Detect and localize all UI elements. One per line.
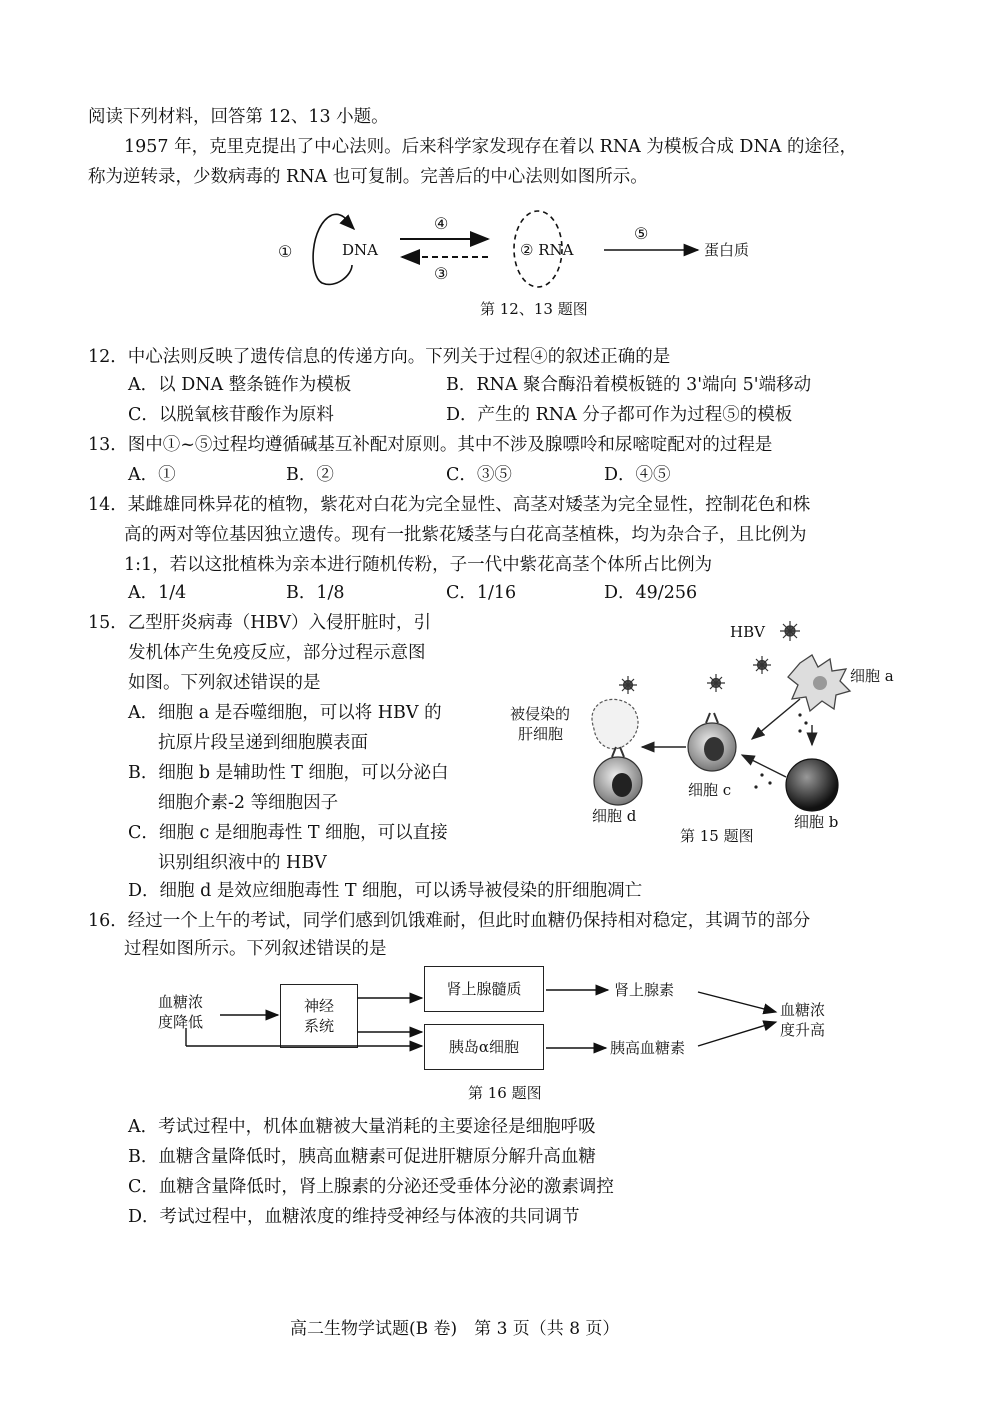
q16-line-1: 16．经过一个上午的考试，同学们感到饥饿难耐，但此时血糖仍保持相对稳定，其调节的部分 — [88, 911, 811, 931]
intro-line-3: 称为逆转录，少数病毒的 RNA 也可复制。完善后的中心法则如图所示。 — [88, 167, 648, 187]
q15-option-b-1: B．细胞 b 是辅助性 T 细胞，可以分泌白 — [128, 763, 449, 783]
q15-option-a-1: A．细胞 a 是吞噬细胞，可以将 HBV 的 — [128, 703, 442, 723]
intro-line-1: 阅读下列材料，回答第 12、13 小题。 — [88, 107, 389, 127]
q12-option-c: C．以脱氧核苷酸作为原料 — [128, 405, 334, 425]
protein-label: 蛋白质 — [704, 241, 750, 259]
low-glucose-label-2: 度降低 — [158, 1013, 204, 1031]
q15-line-2: 发机体产生免疫反应，部分过程示意图 — [128, 643, 426, 663]
page-footer: 高二生物学试题(B 卷) 第 3 页（共 8 页） — [290, 1319, 620, 1339]
q14-option-c: C．1/16 — [446, 583, 517, 603]
q13-option-b: B．② — [286, 465, 334, 485]
high-glucose-label-1: 血糖浓 — [780, 1001, 826, 1019]
hbv-label: HBV — [730, 623, 765, 641]
cell-b-label: 细胞 b — [794, 813, 839, 831]
q16-option-c: C．血糖含量降低时，肾上腺素的分泌还受垂体分泌的激素调控 — [128, 1177, 614, 1197]
dna-label: DNA — [342, 241, 378, 259]
high-glucose-label-2: 度升高 — [780, 1021, 826, 1039]
adrenal-medulla-label: 肾上腺髓质 — [446, 980, 522, 998]
cell-b-icon — [786, 759, 838, 811]
q15-option-a-2: 抗原片段呈递到细胞膜表面 — [158, 733, 368, 753]
q15-option-c-2: 识别组织液中的 HBV — [158, 853, 327, 873]
q16-option-b: B．血糖含量降低时，胰高血糖素可促进肝糖原分解升高血糖 — [128, 1147, 596, 1167]
infected-label-2: 肝细胞 — [518, 725, 564, 743]
q14-option-d: D．49/256 — [604, 583, 698, 603]
q16-line-2: 过程如图所示。下列叙述错误的是 — [124, 939, 387, 959]
q13-option-d: D．④⑤ — [604, 465, 671, 485]
rna-label: ② RNA — [520, 241, 574, 259]
nervous-system-label-2: 系统 — [303, 1017, 334, 1035]
infected-liver-cell-icon — [592, 699, 638, 748]
fig15-caption: 第 15 题图 — [680, 827, 754, 845]
nervous-system-label-1: 神经 — [303, 997, 334, 1015]
q12-stem: 12．中心法则反映了遗传信息的传递方向。下列关于过程④的叙述正确的是 — [88, 347, 671, 367]
cell-c-label: 细胞 c — [688, 781, 732, 799]
cell-d-label: 细胞 d — [592, 807, 637, 825]
hbv-virus-icon — [619, 621, 800, 694]
process-1-label: ① — [278, 242, 293, 261]
q15-line-1: 15．乙型肝炎病毒（HBV）入侵肝脏时，引 — [88, 613, 432, 633]
central-dogma-figure — [270, 205, 770, 295]
q13-option-a: A．① — [128, 465, 176, 485]
q16-option-d: D．考试过程中，血糖浓度的维持受神经与体液的共同调节 — [128, 1207, 580, 1227]
q16-option-a: A．考试过程中，机体血糖被大量消耗的主要途径是细胞呼吸 — [128, 1117, 596, 1137]
q15-option-c-1: C．细胞 c 是细胞毒性 T 细胞，可以直接 — [128, 823, 448, 843]
q13-option-c: C．③⑤ — [446, 465, 512, 485]
q14-line-2: 高的两对等位基因独立遗传。现有一批紫花矮茎与白花高茎植株，均为杂合子，且比例为 — [124, 525, 807, 545]
q12-option-b: B．RNA 聚合酶沿着模板链的 3'端向 5'端移动 — [446, 375, 812, 395]
glucagon-label: 胰高血糖素 — [610, 1039, 686, 1057]
q14-line-3: 1:1，若以这批植株为亲本进行随机传粉，子一代中紫花高茎个体所占比例为 — [124, 555, 713, 575]
infected-label-1: 被侵染的 — [510, 705, 571, 723]
islet-alpha-cell-label: 胰岛α细胞 — [448, 1038, 520, 1056]
fig12-caption: 第 12、13 题图 — [480, 300, 588, 318]
q15-option-d: D．细胞 d 是效应细胞毒性 T 细胞，可以诱导被侵染的肝细胞凋亡 — [128, 881, 643, 901]
process-5-label: ⑤ — [634, 224, 649, 243]
intro-line-2: 1957 年，克里克提出了中心法则。后来科学家发现存在着以 RNA 为模板合成 DNA 的途径， — [124, 137, 857, 157]
q12-option-d: D．产生的 RNA 分子都可作为过程⑤的模板 — [446, 405, 793, 425]
immune-response-figure — [500, 615, 920, 855]
process-4-label: ④ — [434, 214, 449, 233]
q15-line-3: 如图。下列叙述错误的是 — [128, 673, 321, 693]
cell-a-label: 细胞 a — [850, 667, 894, 685]
fig16-caption: 第 16 题图 — [468, 1084, 542, 1102]
q14-option-b: B．1/8 — [286, 583, 345, 603]
q15-option-b-2: 细胞介素-2 等细胞因子 — [158, 793, 339, 813]
q13-stem: 13．图中①~⑤过程均遵循碱基互补配对原则。其中不涉及腺嘌呤和尿嘧啶配对的过程是 — [88, 435, 773, 455]
epinephrine-label: 肾上腺素 — [614, 981, 675, 999]
q14-option-a: A．1/4 — [128, 583, 187, 603]
glucose-flow-arrows — [150, 960, 790, 1070]
q14-line-1: 14．某雌雄同株异花的植物，紫花对白花为完全显性、高茎对矮茎为完全显性，控制花色和株 — [88, 495, 811, 515]
process-3-label: ③ — [434, 264, 449, 283]
low-glucose-label-1: 血糖浓 — [158, 993, 204, 1011]
q12-option-a: A．以 DNA 整条链作为模板 — [128, 375, 352, 395]
